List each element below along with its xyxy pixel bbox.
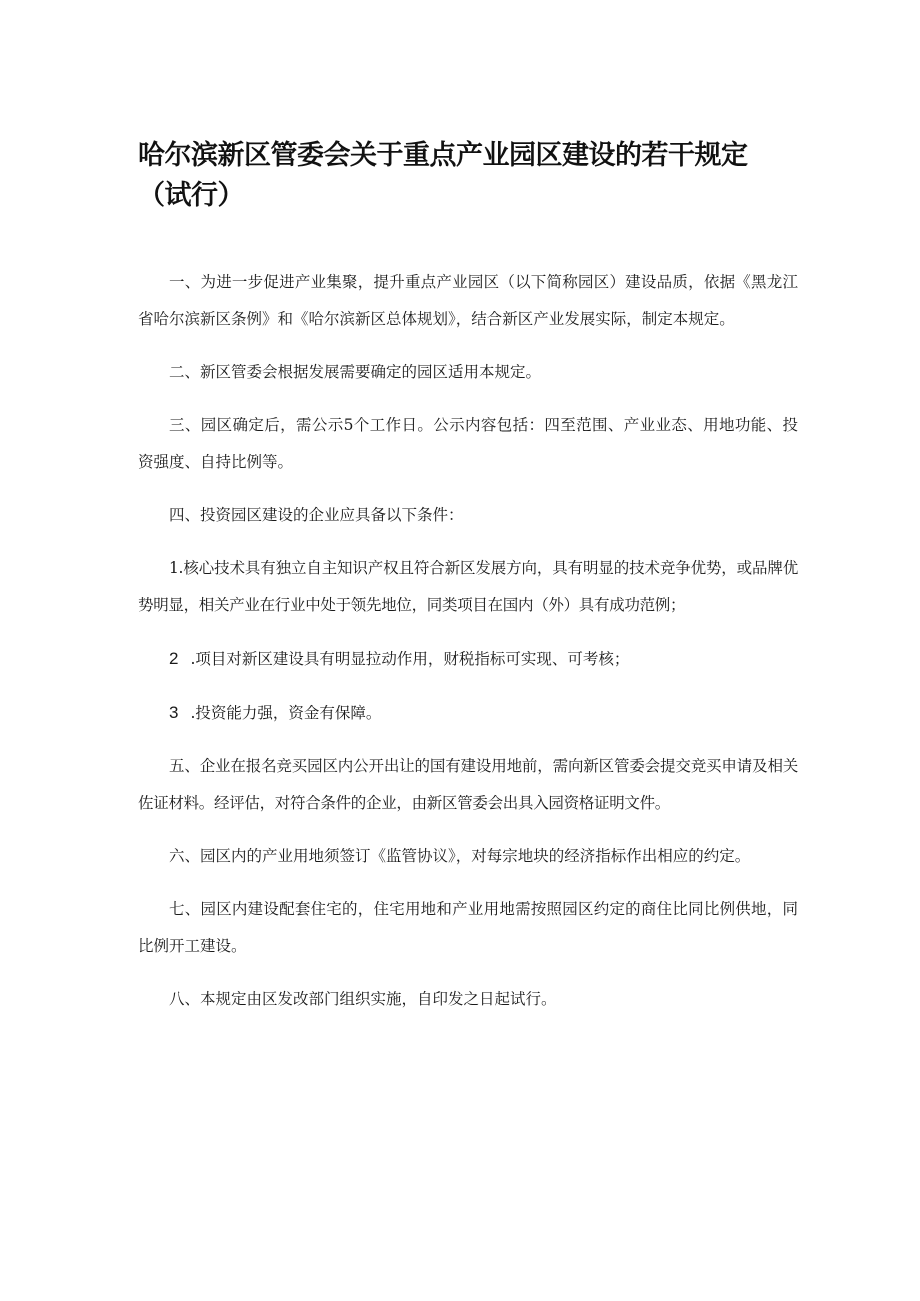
paragraph-8: 八、本规定由区发改部门组织实施，自印发之日起试行。 — [169, 990, 557, 1008]
condition-2-number: 2 — [169, 649, 179, 668]
condition-3-text: .投资能力强，资金有保障。 — [190, 704, 382, 722]
document-title: 哈尔滨新区管委会关于重点产业园区建设的若干规定（试行） — [138, 140, 748, 211]
paragraph-5: 五、企业在报名竞买园区内公开出让的国有建设用地前，需向新区管委会提交竞买申请及相关佐证材料。经评估，对符合条件的企业，由新区管委会出具入园资格证明文件。 — [138, 757, 798, 812]
condition-2 — [138, 640, 798, 678]
paragraph-2: 二、新区管委会根据发展需要确定的园区适用本规定。 — [169, 363, 542, 381]
paragraph-7: 七、园区内建设配套住宅的，住宅用地和产业用地需按照园区约定的商住比同比例供地，同比例开工建设。 — [138, 900, 798, 955]
condition-3-number: 3 — [169, 703, 179, 722]
paragraph-6: 六、园区内的产业用地须签订《监管协议》，对每宗地块的经济指标作出相应的约定。 — [169, 847, 751, 865]
paragraph-3: 三、园区确定后，需公示5个工作日。公示内容包括：四至范围、产业业态、用地功能、投资强度、自持比例等。 — [138, 416, 798, 471]
condition-2-text: .项目对新区建设具有明显拉动作用，财税指标可实现、可考核； — [190, 650, 630, 668]
document-page — [138, 136, 798, 1034]
condition-3 — [138, 694, 798, 732]
paragraph-4: 四、投资园区建设的企业应具备以下条件： — [169, 506, 464, 524]
paragraph-1: 一、为进一步促进产业集聚，提升重点产业园区（以下简称园区）建设品质，依据《黑龙江省哈尔滨新区条例》和《哈尔滨新区总体规划》，结合新区产业发展实际，制定本规定。 — [138, 273, 798, 328]
condition-1: 1.核心技术具有独立自主知识产权且符合新区发展方向，具有明显的技术竞争优势，或品牌优势明显，相关产业在行业中处于领先地位，同类项目在国内（外）具有成功范例； — [138, 559, 798, 614]
